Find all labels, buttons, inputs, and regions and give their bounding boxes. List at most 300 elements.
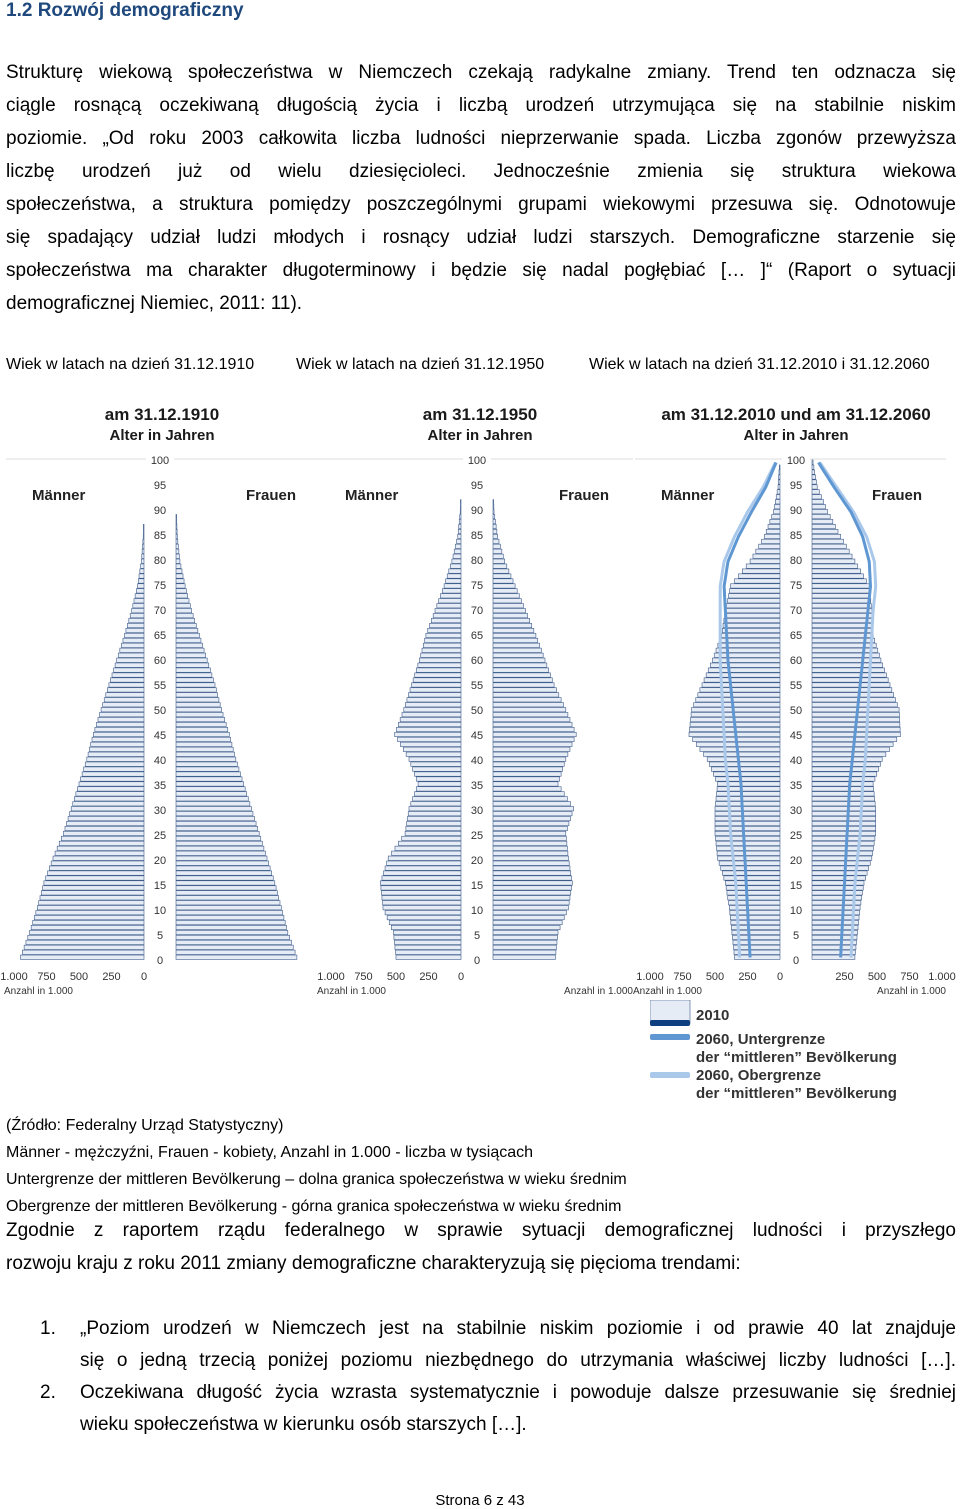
women-bar <box>176 826 258 830</box>
men-bar <box>759 544 780 548</box>
age-tick-label: 30 <box>470 805 484 817</box>
women-bar <box>176 668 210 672</box>
men-bar <box>726 886 780 890</box>
men-bar <box>31 925 144 929</box>
women-bar <box>176 524 177 528</box>
women-bar <box>176 807 251 811</box>
women-bar <box>812 589 870 593</box>
men-bar <box>142 554 144 558</box>
men-bar <box>779 470 780 474</box>
women-bar <box>493 678 552 682</box>
men-bar <box>721 866 780 870</box>
men-bar <box>746 564 780 568</box>
women-bar <box>176 688 216 692</box>
women-bar <box>493 623 532 627</box>
women-bar <box>176 920 285 924</box>
men-bar <box>142 544 144 548</box>
men-label: Männer <box>661 487 715 504</box>
men-bar <box>772 514 780 518</box>
women-bar <box>812 554 852 558</box>
women-bar <box>812 648 878 652</box>
men-bar <box>100 712 144 716</box>
men-bar <box>393 930 461 934</box>
women-bar <box>493 658 545 662</box>
women-bar <box>812 955 855 959</box>
women-bar <box>493 851 568 855</box>
x-tick-label: 0 <box>140 971 148 983</box>
men-bar <box>93 732 144 736</box>
intro-line: się spadający udział ludzi młodych i rosnący udział ludzi starszych. Demograficzne starzenie się <box>6 227 956 248</box>
women-bar <box>493 643 540 647</box>
x-tick-label: 1.000 <box>0 971 28 983</box>
men-bar <box>778 485 780 489</box>
women-bar <box>493 866 570 870</box>
x-tick-label: 500 <box>705 971 725 983</box>
men-bar <box>715 807 780 811</box>
men-bar <box>381 891 461 895</box>
women-bar <box>812 480 816 484</box>
men-bar <box>447 574 461 578</box>
women-bar <box>812 851 873 855</box>
women-bar <box>176 876 273 880</box>
men-bar <box>416 777 461 781</box>
women-label: Frauen <box>871 487 922 504</box>
women-bar <box>493 762 564 766</box>
men-bar <box>49 866 144 870</box>
age-tick-label: 65 <box>153 630 167 642</box>
x-unit-label: Anzahl in 1.000 <box>4 986 73 997</box>
men-bar <box>110 678 144 682</box>
age-tick-label: 100 <box>467 455 487 467</box>
age-tick-label: 75 <box>789 580 803 592</box>
women-bar <box>812 856 872 860</box>
men-bar <box>764 534 780 538</box>
chart-subtitle: Alter in Jahren <box>427 427 533 444</box>
women-bar <box>493 618 530 622</box>
women-bar <box>812 683 890 687</box>
men-bar <box>77 787 144 791</box>
women-bar <box>812 514 830 518</box>
women-bar <box>812 797 875 801</box>
men-bar <box>716 797 780 801</box>
women-bar <box>493 589 517 593</box>
women-bar <box>493 836 566 840</box>
women-bar <box>812 841 874 845</box>
legend-swatch <box>650 1072 690 1078</box>
women-bar <box>176 579 184 583</box>
men-bar <box>392 851 461 855</box>
men-bar <box>425 638 461 642</box>
women-bar <box>176 940 291 944</box>
chart-caption-2010-2060: Wiek w latach na dzień 31.12.2010 i 31.12.2060 <box>589 356 930 373</box>
women-bar <box>493 613 528 617</box>
x-tick-label: 1.000 <box>317 971 345 983</box>
men-bar <box>403 747 461 751</box>
legend-label: der “mittleren” Bevölkerung <box>696 1085 897 1102</box>
women-bar <box>812 688 892 692</box>
men-bar <box>95 727 144 731</box>
age-tick-label: 5 <box>792 930 800 942</box>
men-bar <box>96 722 144 726</box>
men-bar <box>702 683 780 687</box>
women-bar <box>812 668 885 672</box>
age-tick-label: 50 <box>470 705 484 717</box>
women-bar <box>493 519 495 523</box>
age-tick-label: 25 <box>789 830 803 842</box>
men-bar <box>768 524 780 528</box>
men-bar <box>103 703 144 707</box>
women-bar <box>176 683 215 687</box>
men-bar <box>439 599 461 603</box>
women-bar <box>493 544 500 548</box>
x-tick-label: 250 <box>419 971 438 983</box>
page-footer: Strona 6 z 43 <box>435 1492 525 1509</box>
men-bar <box>114 668 144 672</box>
men-bar <box>125 633 145 637</box>
men-bar <box>756 549 780 553</box>
chart-title: am 31.12.2010 und am 31.12.2060 <box>661 405 931 424</box>
men-bar <box>444 584 461 588</box>
women-bar <box>812 772 877 776</box>
men-bar <box>402 712 461 716</box>
women-bar <box>812 821 876 825</box>
men-bar <box>76 792 144 796</box>
intro-line: Strukturę wiekową społeczeństwa w Niemczech czekają radykalne zmiany. Trend ten odznacza się <box>6 62 956 83</box>
women-bar <box>812 500 823 504</box>
women-bar <box>176 712 223 716</box>
women-bar <box>812 747 889 751</box>
women-bar <box>493 609 526 613</box>
men-bar <box>460 510 461 514</box>
men-bar <box>715 826 780 830</box>
women-bar <box>176 871 272 875</box>
men-bar <box>57 846 144 850</box>
women-bar <box>493 787 561 791</box>
women-bar <box>812 663 883 667</box>
men-bar <box>735 955 781 959</box>
age-tick-label: 80 <box>470 555 484 567</box>
women-bar <box>812 807 876 811</box>
men-bar <box>706 673 780 677</box>
age-tick-label: 85 <box>789 530 803 542</box>
chart-caption-1950: Wiek w latach na dzień 31.12.1950 <box>296 356 545 373</box>
men-bar <box>731 584 780 588</box>
men-bar <box>33 920 144 924</box>
men-bar <box>396 955 461 959</box>
women-bar <box>493 846 567 850</box>
men-bar <box>715 831 780 835</box>
men-bar <box>81 777 144 781</box>
list-line: „Poziom urodzeń w Niemczech jest na stabilnie niskim poziomie i od prawie 40 lat znajduje <box>80 1318 956 1339</box>
women-bar <box>176 693 218 697</box>
chart-title: am 31.12.1910 <box>104 405 220 424</box>
men-bar <box>778 480 780 484</box>
intro-line: liczbę urodzeń już od wielu dziesięcioleci. Jednocześnie zmienia się struktura wiekowa <box>6 161 956 182</box>
men-bar <box>44 881 144 885</box>
men-bar <box>722 871 780 875</box>
men-bar <box>397 727 461 731</box>
men-bar <box>138 579 144 583</box>
men-bar <box>716 841 780 845</box>
women-bar <box>176 762 237 766</box>
women-bar <box>176 658 207 662</box>
women-bar <box>812 549 849 553</box>
men-bar <box>135 594 144 598</box>
men-bar <box>777 490 780 494</box>
men-bar <box>43 886 144 890</box>
men-bar <box>407 821 461 825</box>
women-bar <box>176 534 177 538</box>
age-tick-label: 50 <box>153 705 167 717</box>
women-bar <box>176 935 290 939</box>
women-bar <box>812 703 897 707</box>
women-bar <box>176 698 219 702</box>
men-bar <box>46 876 144 880</box>
women-bar <box>493 510 494 514</box>
men-bar <box>400 742 461 746</box>
women-bar <box>812 475 816 479</box>
men-bar <box>712 658 780 662</box>
women-bar <box>176 742 232 746</box>
age-tick-label: 15 <box>153 880 167 892</box>
x-tick-label: 250 <box>835 971 854 983</box>
legend-label: 2060, Untergrenze <box>696 1031 826 1048</box>
men-bar <box>141 559 144 563</box>
women-label: Frauen <box>245 487 296 504</box>
conclusion-line: rozwoju kraju z roku 2011 zmiany demograficzne charakteryzują się pięcioma trendami: <box>6 1253 741 1274</box>
women-bar <box>493 945 556 949</box>
age-tick-label: 55 <box>789 680 803 692</box>
women-bar <box>493 673 550 677</box>
men-bar <box>696 698 780 702</box>
men-bar <box>67 821 144 825</box>
intro-line: społeczeństwa ma charakter długoterminowy i będzie się nadal pogłębiać [… ]“ (Raport o sytuacji <box>6 260 956 281</box>
men-bar <box>750 559 780 563</box>
women-bar <box>812 574 863 578</box>
men-bar <box>779 465 780 469</box>
men-bar <box>126 628 144 632</box>
women-bar <box>493 559 505 563</box>
men-bar <box>453 554 461 558</box>
x-tick-label: 0 <box>457 971 465 983</box>
men-bar <box>142 549 144 553</box>
women-bar <box>812 945 856 949</box>
men-bar <box>433 613 461 617</box>
women-bar <box>493 901 569 905</box>
men-bar <box>70 811 144 815</box>
men-bar <box>107 688 144 692</box>
x-tick-label: 500 <box>69 971 89 983</box>
women-bar <box>176 891 277 895</box>
age-tick-label: 80 <box>153 555 167 567</box>
men-bar <box>118 653 144 657</box>
men-bar <box>138 584 145 588</box>
men-bar <box>418 782 461 786</box>
women-bar <box>493 935 557 939</box>
age-tick-label: 95 <box>789 480 803 492</box>
men-bar <box>435 609 461 613</box>
men-bar <box>426 633 461 637</box>
age-tick-label: 75 <box>470 580 484 592</box>
list-item <box>6 1313 956 1377</box>
women-bar <box>812 787 874 791</box>
men-bar <box>717 851 780 855</box>
men-bar <box>143 529 144 533</box>
age-tick-label: 75 <box>153 580 167 592</box>
men-bar <box>707 757 780 761</box>
women-bar <box>812 866 869 870</box>
men-bar <box>140 569 144 573</box>
women-bar <box>176 811 253 815</box>
women-bar <box>176 777 242 781</box>
men-bar <box>452 559 461 563</box>
women-bar <box>493 906 568 910</box>
women-bar <box>176 841 262 845</box>
men-bar <box>437 604 461 608</box>
men-bar <box>98 717 144 721</box>
women-bar <box>493 757 566 761</box>
men-bar <box>415 673 461 677</box>
men-bar <box>720 638 780 642</box>
legend-swatch <box>650 1034 690 1040</box>
men-bar <box>440 594 461 598</box>
men-bar <box>413 678 461 682</box>
chart-subtitle: Alter in Jahren <box>109 427 215 444</box>
men-bar <box>143 534 144 538</box>
men-bar <box>411 802 461 806</box>
men-bar <box>404 708 461 712</box>
women-bar <box>493 896 570 900</box>
women-bar <box>176 519 177 523</box>
women-bar <box>493 782 558 786</box>
women-bar <box>493 703 563 707</box>
men-bar <box>84 767 144 771</box>
women-bar <box>176 589 186 593</box>
men-bar <box>410 688 461 692</box>
men-bar <box>65 826 144 830</box>
women-bar <box>493 777 560 781</box>
men-bar <box>454 549 461 553</box>
men-bar <box>458 529 461 533</box>
women-bar <box>812 599 871 603</box>
women-bar <box>176 955 297 959</box>
women-bar <box>493 940 557 944</box>
age-tick-label: 35 <box>470 780 484 792</box>
women-bar <box>812 495 821 499</box>
women-bar <box>176 574 183 578</box>
women-bar <box>812 470 815 474</box>
women-bar <box>812 584 869 588</box>
men-bar <box>724 618 780 622</box>
men-bar <box>715 821 780 825</box>
men-bar <box>431 618 461 622</box>
women-bar <box>812 539 843 543</box>
women-bar <box>812 485 817 489</box>
women-bar <box>812 876 866 880</box>
men-bar <box>718 856 780 860</box>
source-line: Untergrenze der mittleren Bevölkerung – dolna granica społeczeństwa w wieku średnim <box>6 1171 627 1188</box>
age-tick-label: 95 <box>153 480 167 492</box>
age-tick-label: 15 <box>470 880 484 892</box>
x-tick-label: 750 <box>354 971 373 983</box>
x-tick-label: 500 <box>386 971 406 983</box>
age-tick-label: 0 <box>792 955 800 967</box>
men-bar <box>412 683 461 687</box>
men-bar <box>395 945 461 949</box>
women-bar <box>493 737 574 741</box>
women-bar <box>493 579 513 583</box>
age-tick-label: 20 <box>153 855 167 867</box>
women-bar <box>812 826 876 830</box>
men-bar <box>708 668 780 672</box>
x-tick-label: 250 <box>102 971 121 983</box>
women-bar <box>176 945 293 949</box>
women-bar <box>493 668 549 672</box>
age-tick-label: 60 <box>470 655 484 667</box>
women-bar <box>812 490 819 494</box>
women-bar <box>493 807 574 811</box>
age-tick-label: 70 <box>153 605 167 617</box>
men-bar <box>717 787 780 791</box>
women-bar <box>812 816 876 820</box>
men-bar <box>26 940 144 944</box>
men-bar <box>402 836 461 840</box>
men-bar <box>779 475 780 479</box>
age-tick-label: 80 <box>789 555 803 567</box>
women-bar <box>493 732 576 736</box>
men-bar <box>133 604 144 608</box>
age-tick-label: 85 <box>470 530 484 542</box>
women-bar <box>493 683 554 687</box>
women-bar <box>176 544 178 548</box>
age-tick-label: 0 <box>156 955 164 967</box>
age-tick-label: 45 <box>470 730 484 742</box>
intro-line: społeczeństwa, a struktura pomiędzy poszczególnymi grupami wiekowymi przesuwa się. Odnotowuje <box>6 194 956 215</box>
men-bar <box>776 495 780 499</box>
men-bar <box>115 663 144 667</box>
women-bar <box>493 861 569 865</box>
women-bar <box>812 861 870 865</box>
men-bar <box>395 732 461 736</box>
women-bar <box>176 653 206 657</box>
men-bar <box>715 816 780 820</box>
women-bar <box>493 871 571 875</box>
women-bar <box>176 821 256 825</box>
intro-line: ciągle rosnącą oczekiwaną długością życia i liczbą urodzeń utrzymująca się na stabilnie niskim <box>6 95 956 116</box>
men-bar <box>408 811 461 815</box>
women-bar <box>176 594 188 598</box>
age-tick-label: 15 <box>789 880 803 892</box>
men-bar <box>421 653 461 657</box>
women-bar <box>493 925 560 929</box>
men-bar <box>85 762 144 766</box>
women-bar <box>812 940 856 944</box>
men-bar <box>79 782 144 786</box>
women-bar <box>493 821 569 825</box>
age-tick-label: 45 <box>789 730 803 742</box>
women-bar <box>493 742 572 746</box>
men-bar <box>395 950 461 954</box>
women-bar <box>812 698 895 702</box>
age-tick-label: 10 <box>153 905 167 917</box>
women-bar <box>493 574 511 578</box>
women-bar <box>176 514 177 518</box>
women-bar <box>493 648 541 652</box>
men-bar <box>416 668 461 672</box>
men-bar <box>381 886 461 890</box>
women-bar <box>176 856 267 860</box>
age-tick-label: 90 <box>153 505 167 517</box>
